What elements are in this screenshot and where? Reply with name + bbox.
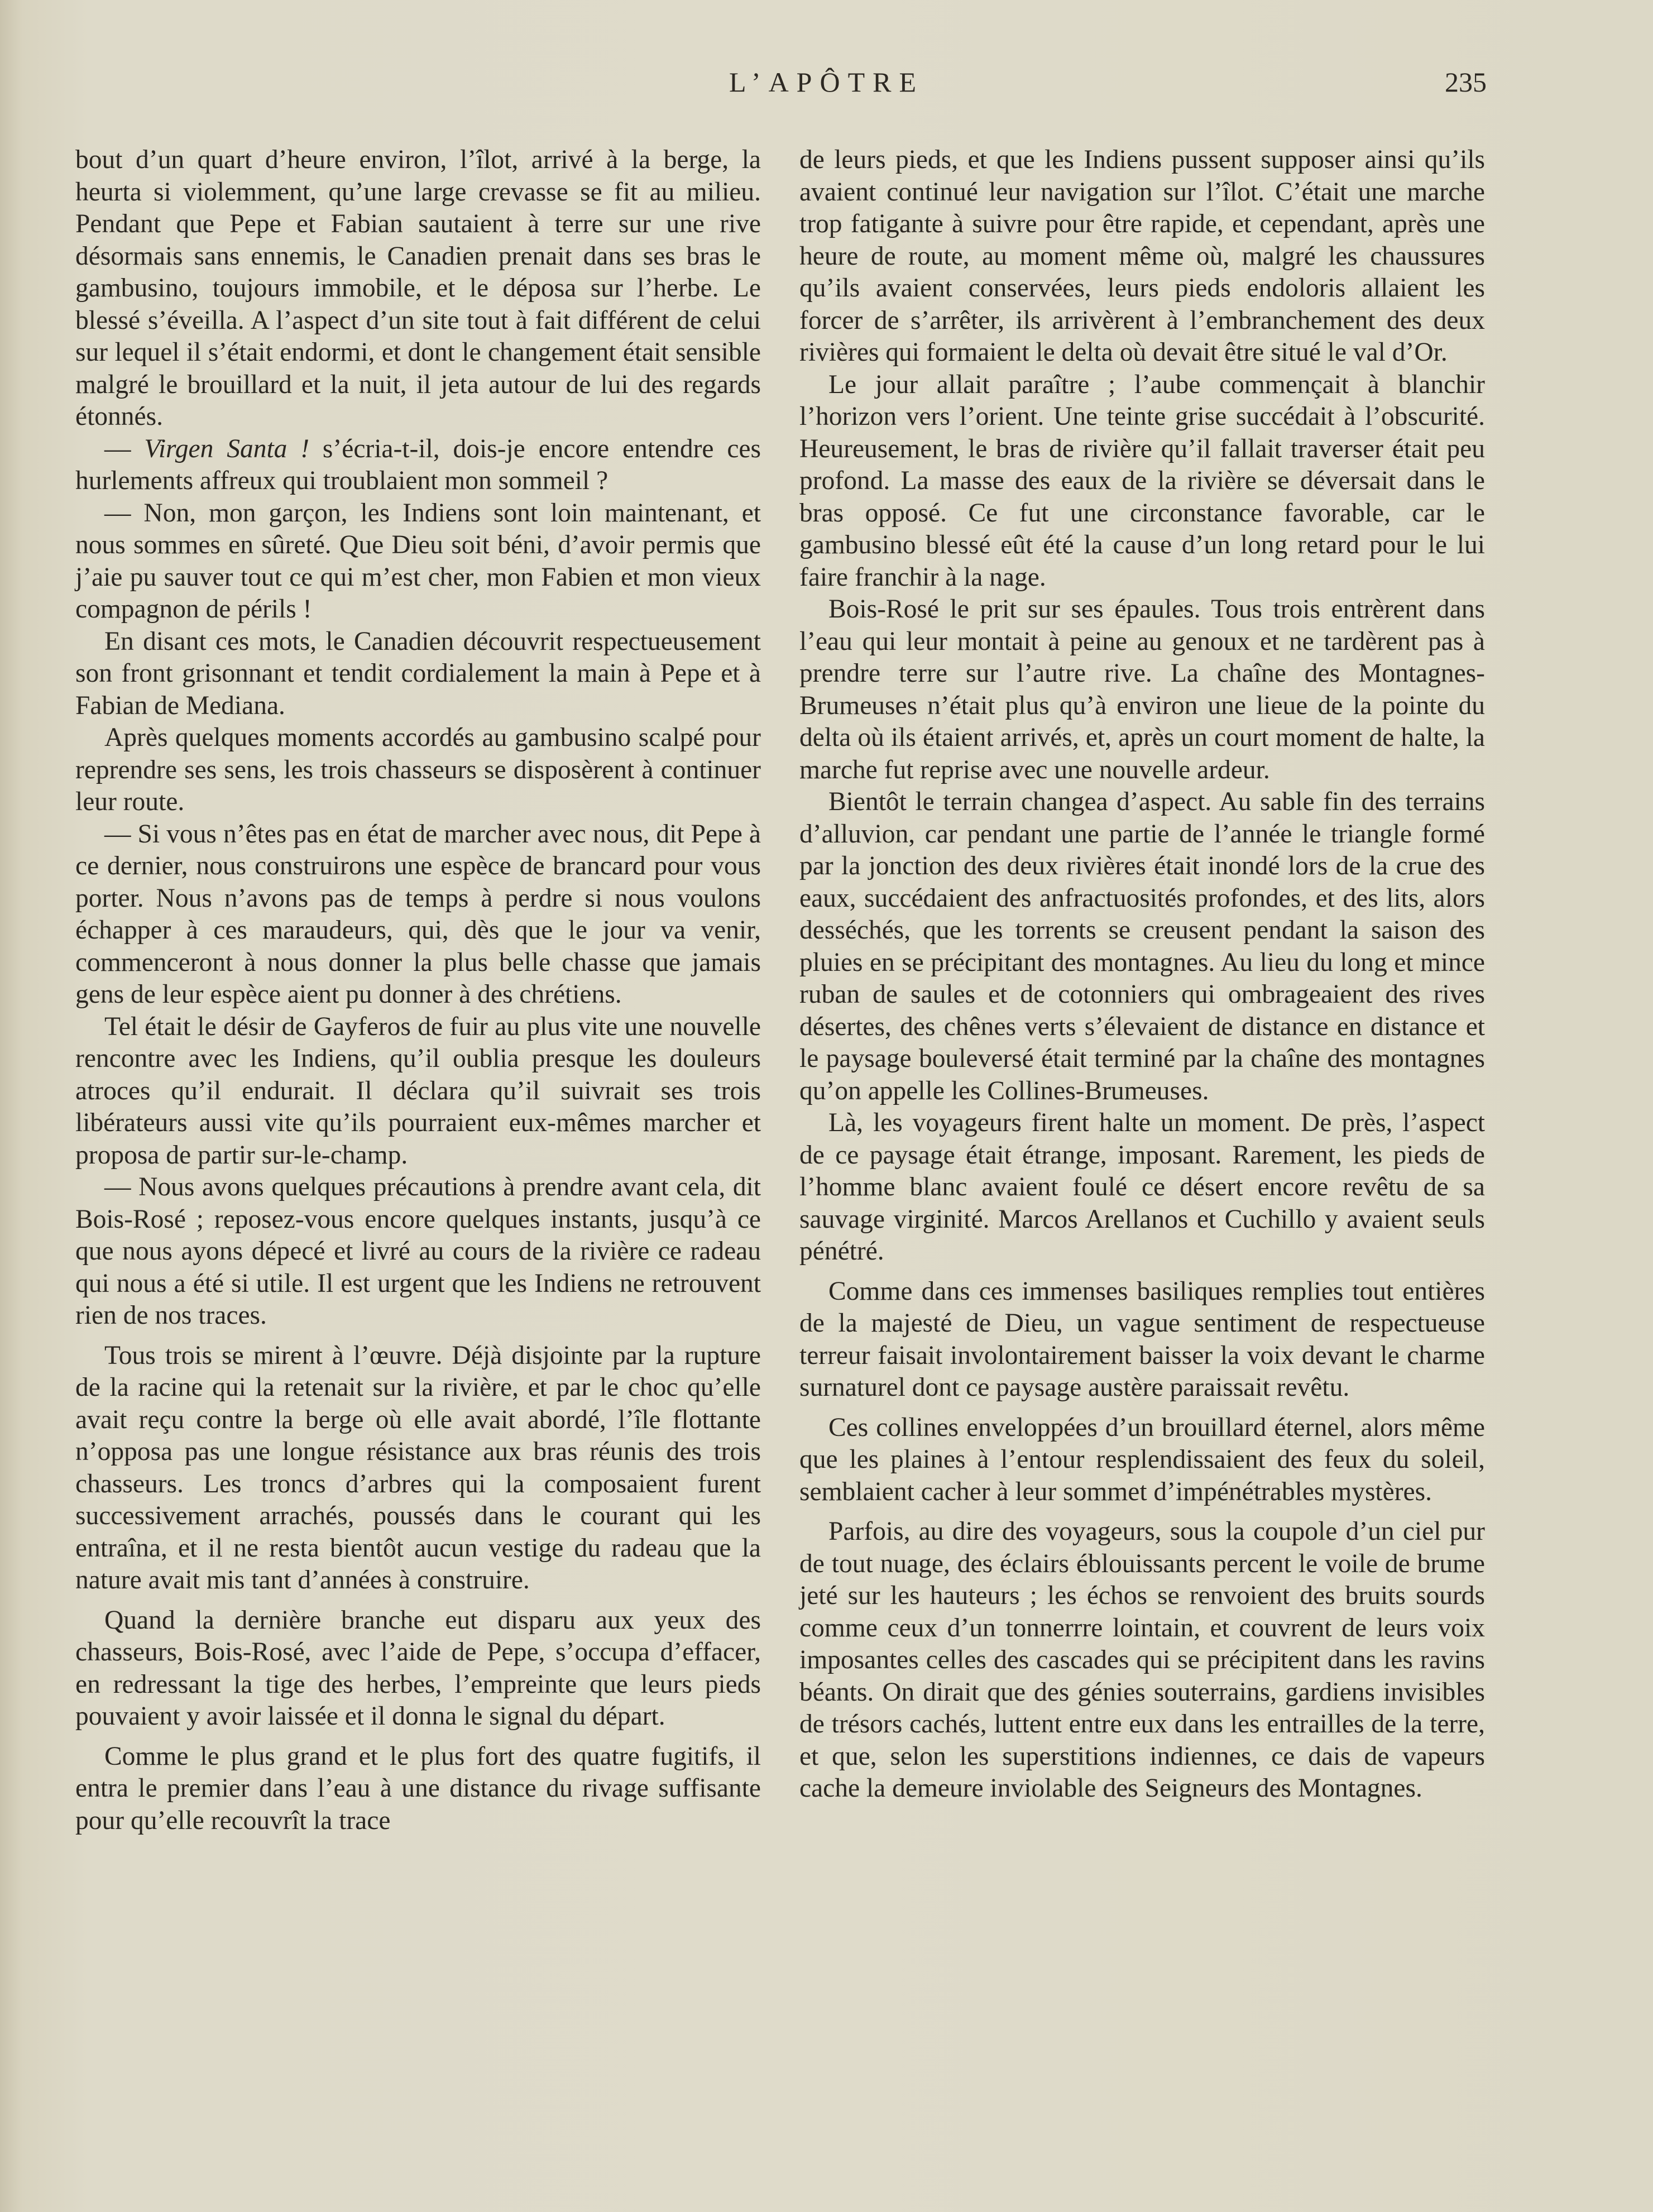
running-header (0, 66, 1653, 105)
paragraph: — Nous avons quelques précautions à prendre avant cela, dit Bois-Rosé ; reposez-vous encore quelques instants, jusqu’à ce que nous ayons dépecé et livré au cours de la rivière ce radeau qui nous a été si utile. Il est urgent que les Indiens ne retrouvent rien de nos traces. (75, 1172, 761, 1330)
paragraph: Tel était le désir de Gayferos de fuir au plus vite une nouvelle rencontre avec les Indiens, qu’il oublia presque les douleurs atroces qu’il endurait. Il déclara qu’il suivrait ses trois libérateurs aussi vite qu’ils pourraient eux-mêmes marcher et proposa de partir sur-le-champ. (75, 1012, 761, 1170)
running-title: L’APÔTRE (729, 66, 924, 98)
paragraph: de leurs pieds, et que les Indiens pussent supposer ainsi qu’ils avaient continué leur navigation sur l’îlot. C’était une marche trop fatigante à suivre pour être rapide, et cependant, après une heure de route, au moment même où, malgré les chaussures qu’ils avaient conservées, leurs pieds endoloris allaient les forcer de s’arrêter, ils arrivèrent à l’embranchement des deux rivières qui formaient le delta où devait être situé le val d’Or. (799, 145, 1485, 367)
paragraph: Quand la dernière branche eut disparu aux yeux des chasseurs, Bois-Rosé, avec l’aide de Pepe, s’occupa d’effacer, en redressant la tige des herbes, l’empreinte que leurs pieds pouvaient y avoir laissée et il donna le signal du départ. (75, 1605, 761, 1731)
paragraph: Parfois, au dire des voyageurs, sous la coupole d’un ciel pur de tout nuage, des éclairs éblouissants percent le voile de brume jeté sur les hauteurs ; les échos se renvoient des bruits sourds comme ceux d’un tonnerrre lointain, et couvrent de leurs voix imposantes celles des cascades qui se précipitent dans les ravins béants. On dirait que des génies souterrains, gardiens invisibles de trésors cachés, luttent entre eux dans les entrailles de la terre, et que, selon les superstitions indiennes, ce dais de vapeurs cache la demeure inviolable des Seigneurs des Montagnes. (799, 1517, 1485, 1803)
paragraph: Le jour allait paraître ; l’aube commençait à blanchir l’horizon vers l’orient. Une teinte grise succédait à l’obscurité. Heureusement, le bras de rivière qu’il fallait traverser était peu profond. La masse des eaux de la rivière se déversait dans le bras opposé. Ce fut une circonstance favorable, car le gambusino blessé eût été la cause d’un long retard pour le lui faire franchir à la nage. (799, 370, 1485, 592)
dialogue-text: s’écria-t-il, dois-je encore entendre ces hurlements affreux qui troublaient mon sommeil ? (75, 434, 761, 495)
paragraph: Comme dans ces immenses basiliques remplies tout entières de la majesté de Dieu, un vague sentiment de respectueuse terreur faisait involontairement baisser la voix devant le charme surnaturel dont ce paysage austère paraissait revêtu. (799, 1276, 1485, 1402)
paragraph: En disant ces mots, le Canadien découvrit respectueusement son front grisonnant et tendit cordialement la main à Pepe et à Fabian de Mediana. (75, 626, 761, 720)
paragraph: bout d’un quart d’heure environ, l’îlot, arrivé à la berge, la heurta si violemment, qu’une large crevasse se fit au milieu. Pendant que Pepe et Fabian sautaient à terre sur une rive désormais sans ennemis, le Canadien prenait dans ses bras le gambusino, toujours immobile, et le déposa sur l’herbe. Le blessé s’éveilla. A l’aspect d’un site tout à fait différent de celui sur lequel il s’était endormi, et dont le changement était sensible malgré le brouillard et la nuit, il jeta autour de lui des regards étonnés. (75, 145, 761, 431)
paragraph: Comme le plus grand et le plus fort des quatre fugitifs, il entra le premier dans l’eau à une distance du rivage suffisante pour qu’elle recouvrît la trace (75, 1741, 761, 1835)
paragraph: — Non, mon garçon, les Indiens sont loin maintenant, et nous sommes en sûreté. Que Dieu soit béni, d’avoir permis que j’aie pu sauver tout ce qui m’est cher, mon Fabien et mon vieux compagnon de périls ! (75, 498, 761, 624)
paragraph: Tous trois se mirent à l’œuvre. Déjà disjointe par la rupture de la racine qui la retenait sur la rivière, et par le choc qu’elle avait reçu contre la berge où elle avait abordé, l’île flottante n’opposa pas une longue résistance aux bras réunis des trois chasseurs. Les troncs d’arbres qui la composaient furent successivement arrachés, poussés dans le courant qui les entraîna, et il ne resta bientôt aucun vestige du radeau que la nature avait mis tant d’années à construire. (75, 1340, 761, 1595)
page-number: 235 (1445, 66, 1487, 98)
paragraph: Bois-Rosé le prit sur ses épaules. Tous trois entrèrent dans l’eau qui leur montait à peine au genoux et ne tardèrent pas à prendre terre sur l’autre rive. La chaîne des Montagnes-Brumeuses n’était plus qu’à environ une lieue de la pointe du delta où ils étaient arrivés, et, après un court moment de halte, la marche fut reprise avec une nouvelle ardeur. (799, 595, 1485, 784)
paragraph-dialogue (75, 433, 761, 497)
dialogue-dash: — (104, 434, 145, 463)
paragraph: — Si vous n’êtes pas en état de marcher avec nous, dit Pepe à ce dernier, nous construirons une espèce de brancard pour vous porter. Nous n’avons pas de temps à perdre si nous voulons échapper à ces maraudeurs, qui, dès que le jour va venir, commenceront à nous donner la plus belle chasse que jamais gens de leur espèce aient pu donner à des chrétiens. (75, 819, 761, 1009)
paragraph: Bientôt le terrain changea d’aspect. Au sable fin des terrains d’alluvion, car pendant une partie de l’année le triangle formé par la jonction des deux rivières était inondé lors de la crue des eaux, succédaient des anfractuosités profondes, et des lits, alors desséchés, que les torrents se creusent pendant la saison des pluies en se précipitant des montagnes. Au lieu du long et mince ruban de saules et de cotonniers qui ombrageaient des rives désertes, des chênes verts s’élevaient de distance en distance et le paysage bouleversé était terminé par la chaîne des montagnes qu’on appelle les Collines-Brumeuses. (799, 787, 1485, 1105)
paragraph: Après quelques moments accordés au gambusino scalpé pour reprendre ses sens, les trois chasseurs se disposèrent à continuer leur route. (75, 723, 761, 816)
paragraph: Là, les voyageurs firent halte un moment. De près, l’aspect de ce paysage était étrange, imposant. Rarement, les pieds de l’homme blanc avaient foulé ce désert encore revêtu de sa sauvage virginité. Marcos Arellanos et Cuchillo y avaient seuls pénétré. (799, 1108, 1485, 1266)
right-column (799, 144, 1485, 1805)
left-column (75, 144, 761, 1837)
italic-exclamation: Virgen Santa ! (144, 434, 310, 463)
paragraph: Ces collines enveloppées d’un brouillard éternel, alors même que les plaines à l’entour resplendissaient des feux du soleil, semblaient cacher à leur sommet d’impénétrables mystères. (799, 1413, 1485, 1506)
